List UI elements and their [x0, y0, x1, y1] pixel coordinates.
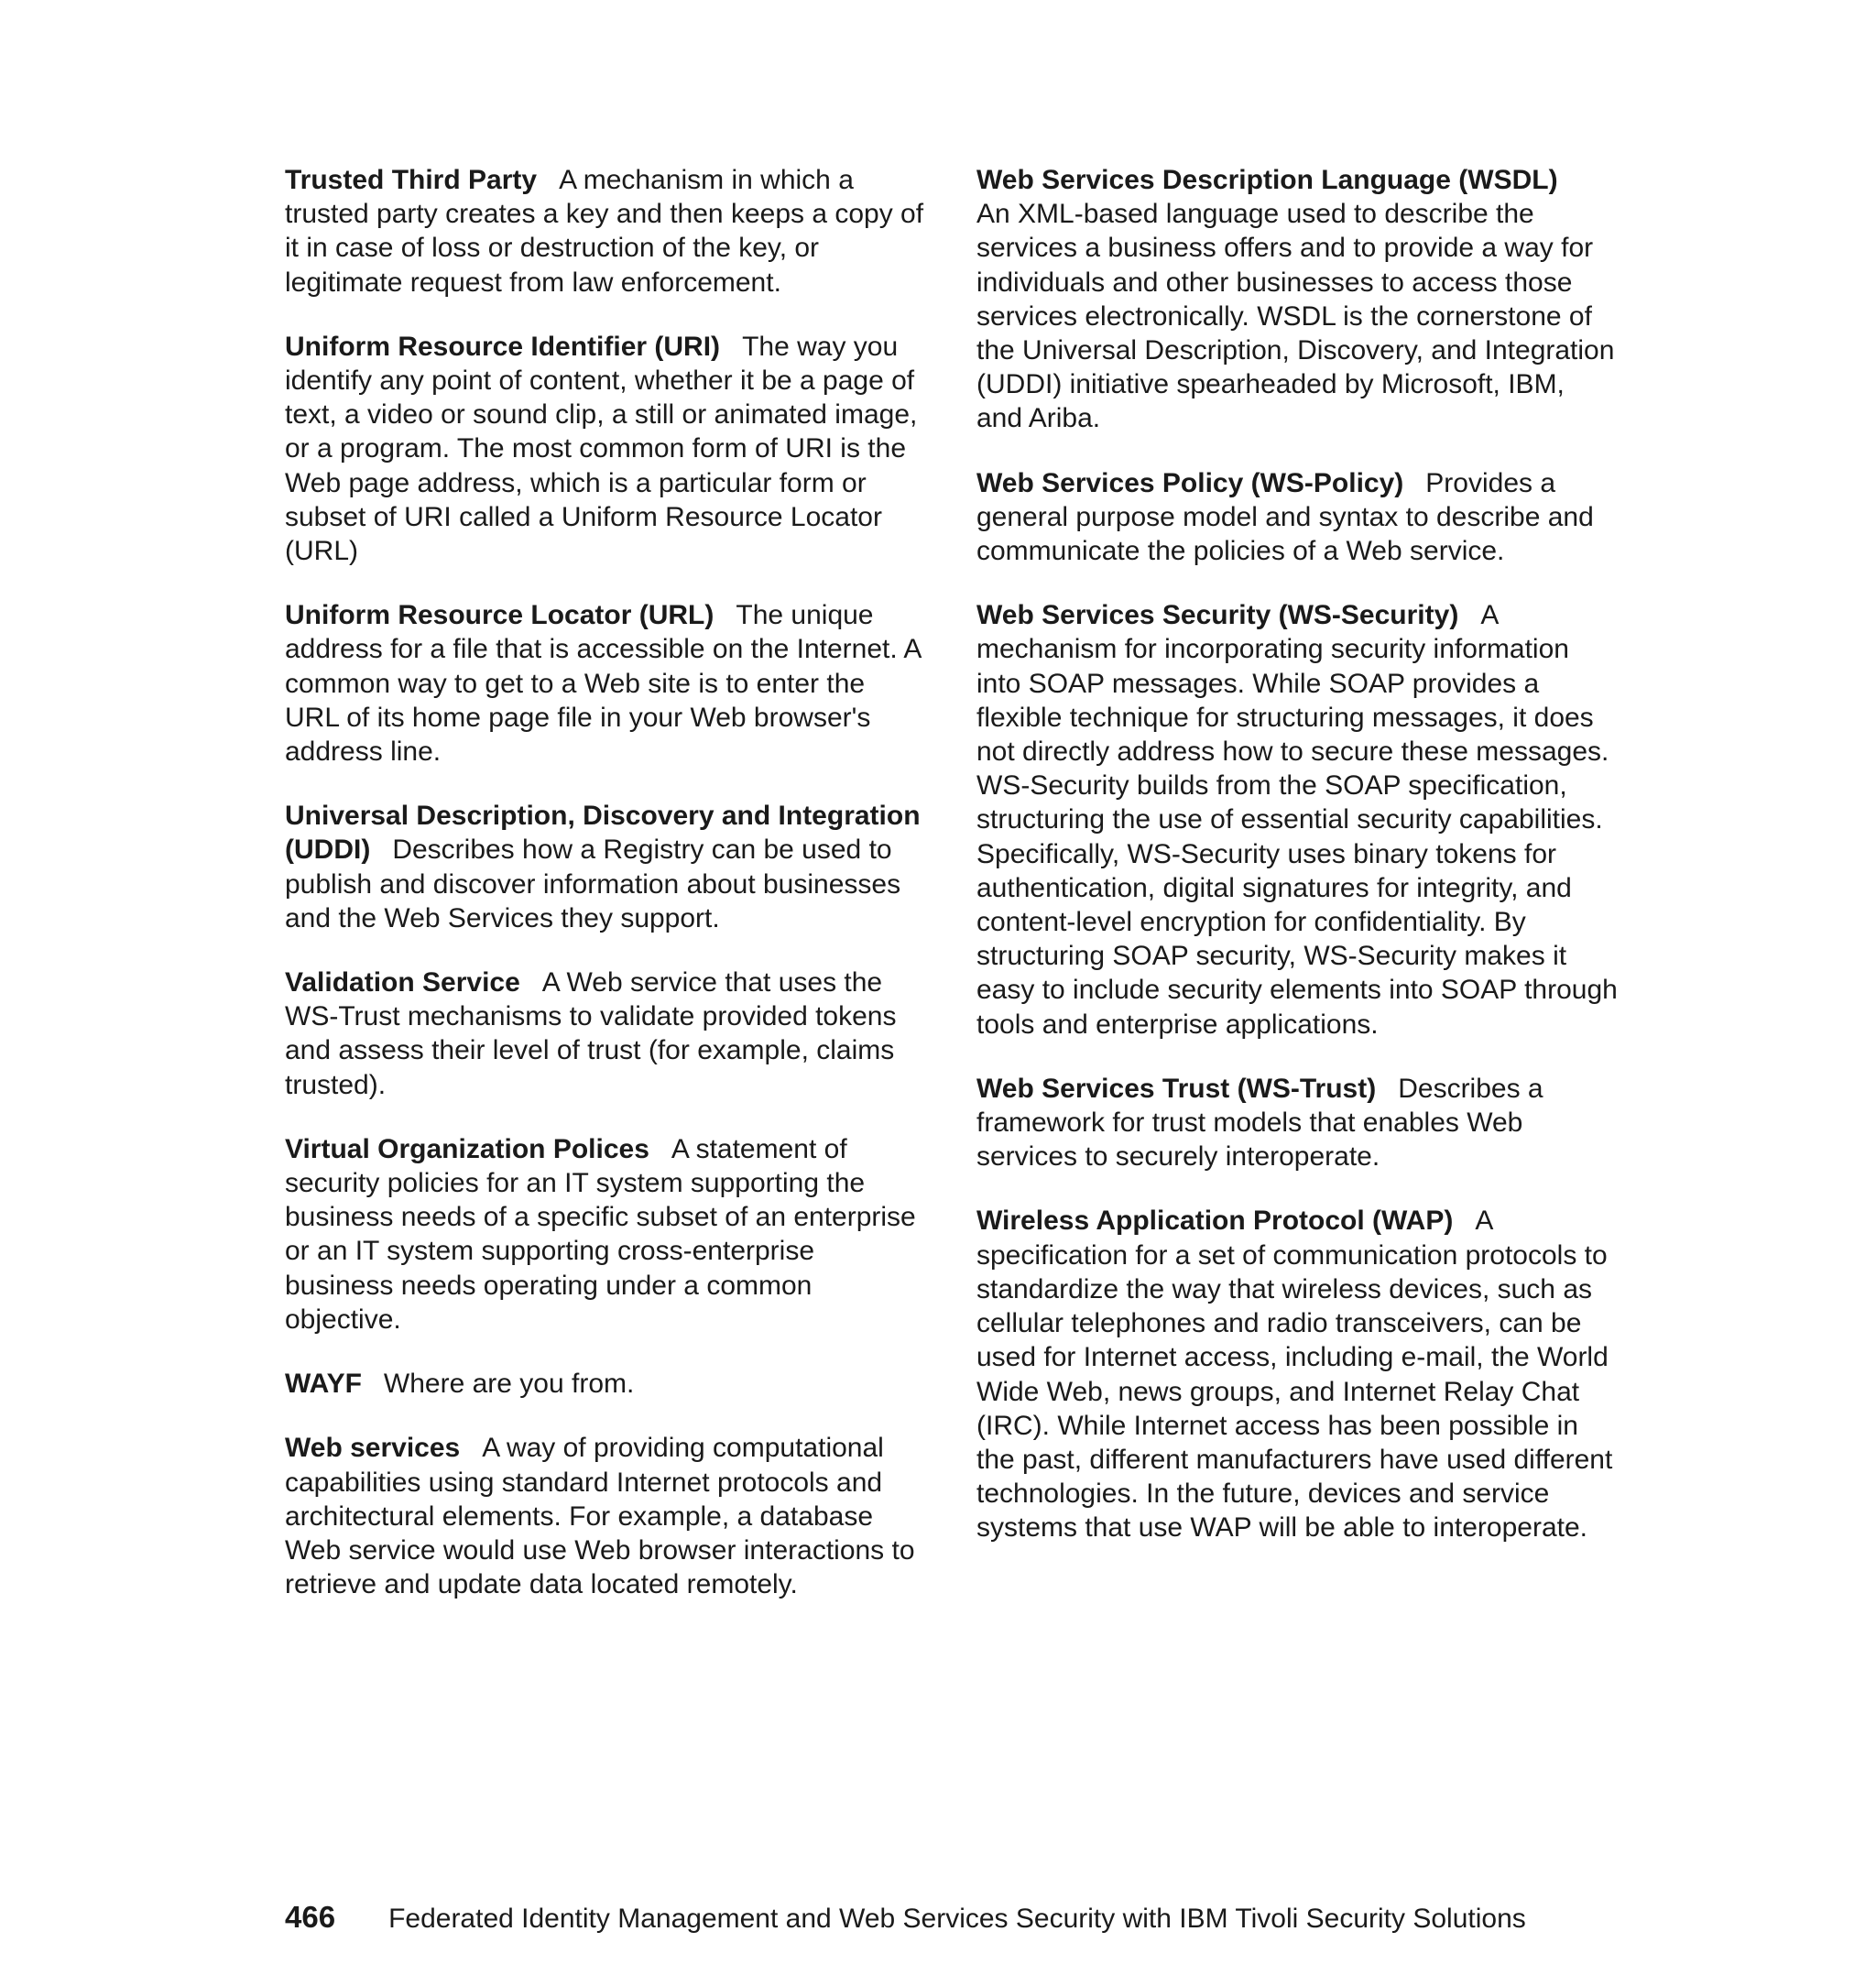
glossary-term: Web Services Security (WS-Security): [976, 600, 1459, 631]
glossary-entry-trusted-third-party: [285, 163, 926, 300]
glossary-entry-uddi: [285, 799, 926, 935]
glossary-definition: A Web service that uses the WS-Trust mechanisms to validate provided tokens and assess their level of trust (for example, claims trusted).: [285, 967, 897, 1100]
glossary-definition: An XML-based language used to describe the services a business offers and to provide a way for individuals and other businesses to access those services electronically. WSDL is the cornerstone of the Universal Description, Discovery, and Integration (UDDI) initiative spearheaded by Microsoft, IBM, and Ariba.: [976, 199, 1615, 434]
glossary-definition: A mechanism for incorporating security information into SOAP messages. While SOAP provides a flexible technique for structuring messages, it does not directly address how to secure these messages. WS-Security builds from the SOAP specification, structuring the use of essential security capabilities. Specifically, WS-Security uses binary tokens for authentication, digital signatures for integrity, and content-level encryption for confidentiality. By structuring SOAP security, WS-Security makes it easy to include security elements into SOAP through tools and enterprise applications.: [976, 600, 1618, 1040]
left-column: [285, 163, 926, 1631]
glossary-entry-wap: [976, 1204, 1618, 1544]
glossary-term: Uniform Resource Identifier (URI): [285, 331, 721, 362]
glossary-entry-virtual-organization-polices: [285, 1132, 926, 1337]
right-column: [976, 163, 1618, 1576]
page-footer: [285, 1900, 1659, 1935]
glossary-entry-web-services: [285, 1431, 926, 1601]
glossary-definition: A way of providing computational capabilities using standard Internet protocols and architectural elements. For example, a database Web service would use Web browser interactions to retrieve and update data located remotely.: [285, 1433, 915, 1600]
glossary-term: Validation Service: [285, 967, 520, 998]
glossary-definition: The way you identify any point of content, whether it be a page of text, a video or sound clip, a still or animated image, or a program. The most common form of URI is the Web page address, which is a particular form or subset of URI called a Uniform Resource Locator (URL): [285, 331, 918, 567]
page-number: 466: [285, 1900, 336, 1934]
glossary-definition: Describes a framework for trust models that enables Web services to securely interoperate.: [976, 1073, 1543, 1173]
glossary-definition: Where are you from.: [383, 1369, 635, 1400]
glossary-definition: Describes how a Registry can be used to publish and discover information about businesses and the Web Services they support.: [285, 835, 901, 933]
glossary-entry-url: [285, 598, 926, 769]
glossary-entry-validation-service: [285, 966, 926, 1102]
glossary-term: Universal Description, Discovery and Integration (UDDI): [285, 801, 921, 866]
glossary-definition: A statement of security policies for an IT system supporting the business needs of a specific subset of an enterprise or an IT system supporting cross-enterprise business needs operating under a common objective.: [285, 1133, 916, 1335]
glossary-definition: Provides a general purpose model and syntax to describe and communicate the policies of a Web service.: [976, 467, 1594, 567]
glossary-term: Virtual Organization Polices: [285, 1133, 649, 1164]
glossary-entry-wsdl: [976, 163, 1618, 436]
glossary-term: Web Services Trust (WS-Trust): [976, 1073, 1377, 1104]
glossary-definition: A mechanism in which a trusted party creates a key and then keeps a copy of it in case of loss or destruction of the key, or legitimate request from law enforcement.: [285, 165, 924, 298]
glossary-term: Web Services Description Language (WSDL): [976, 165, 1558, 195]
book-title: Federated Identity Management and Web Services Security with IBM Tivoli Security Solutions: [388, 1904, 1526, 1934]
glossary-entry-ws-security: [976, 598, 1618, 1042]
glossary-definition: The unique address for a file that is accessible on the Internet. A common way to get to a Web site is to enter the URL of its home page file in your Web browser's address line.: [285, 600, 921, 768]
glossary-term: Web services: [285, 1433, 461, 1464]
glossary-term: Wireless Application Protocol (WAP): [976, 1206, 1454, 1237]
glossary-term: WAYF: [285, 1369, 362, 1400]
glossary-entry-ws-trust: [976, 1072, 1618, 1174]
glossary-entry-uri: [285, 330, 926, 568]
glossary-entry-ws-policy: [976, 466, 1618, 569]
glossary-entry-wayf: [285, 1367, 926, 1401]
glossary-term: Uniform Resource Locator (URL): [285, 600, 714, 631]
glossary-term: Trusted Third Party: [285, 165, 538, 195]
glossary-term: Web Services Policy (WS-Policy): [976, 467, 1404, 498]
glossary-definition: A specification for a set of communication protocols to standardize the way that wireless devices, such as cellular telephones and radio transceivers, can be used for Internet access, including e-mail, the World Wide Web, news groups, and Internet Relay Chat (IRC). While Internet access has been possible in the past, different manufacturers have used different technologies. In the future, devices and service systems that use WAP will be able to interoperate.: [976, 1206, 1613, 1544]
